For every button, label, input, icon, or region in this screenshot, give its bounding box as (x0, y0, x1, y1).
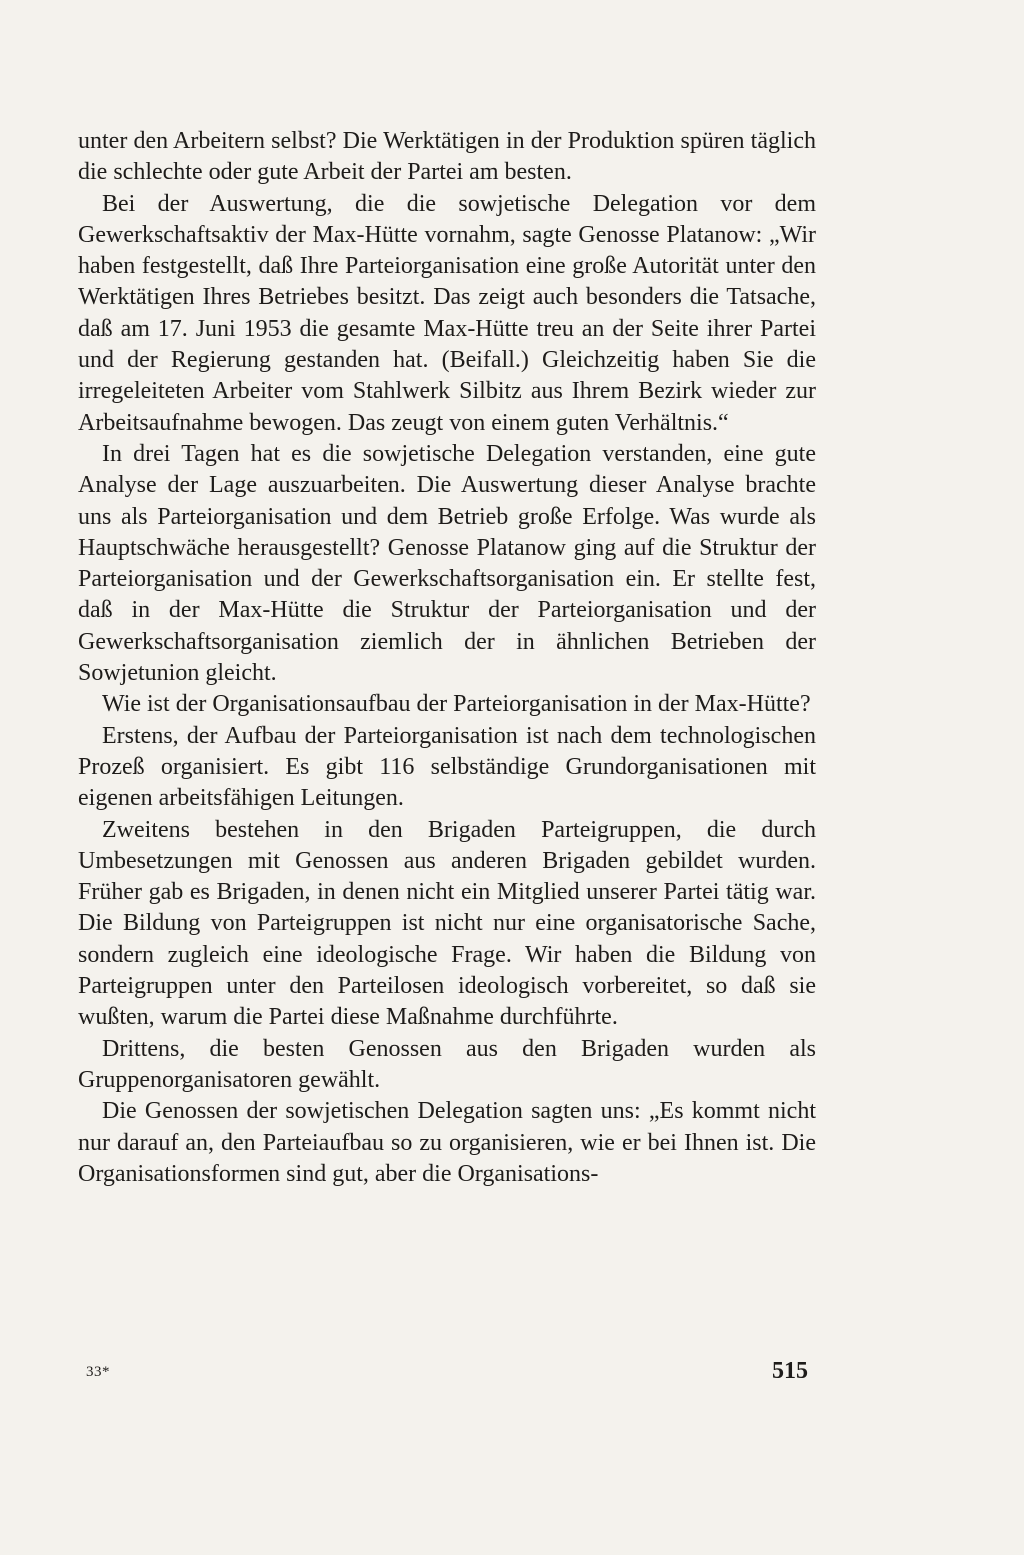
paragraph-drittens: Drittens, die besten Genossen aus den Brigaden wurden als Gruppenorganisatoren gewählt. (78, 1035, 816, 1093)
paragraph-continuation: unter den Arbeitern selbst? Die Werktätigen in der Produktion spüren täglich die schlechte oder gute Arbeit der Partei am besten. (78, 128, 816, 186)
page-number: 515 (772, 1358, 808, 1384)
paragraph-genossen-delegation: Die Genossen der sowjetischen Delegation sagten uns: „Es kommt nicht nur darauf an, den Parteiaufbau so zu organisieren, wie er bei Ihnen ist. Die Organisationsformen sind gut, aber die Organisations- (78, 1098, 816, 1187)
paragraph-zweitens: Zweitens bestehen in den Brigaden Parteigruppen, die durch Umbesetzungen mit Genossen aus anderen Brigaden gebildet wurden. Früher gab es Brigaden, in denen nicht ein Mitglied unserer Partei tätig war. Die Bildung von Parteigruppen ist nicht nur eine organisatorische Sache, sondern zugleich eine ideologische Frage. Wir haben die Bildung von Parteigruppen unter den Parteilosen ideologisch vorbereitet, so daß sie wußten, warum die Partei diese Maßnahme durchführte. (78, 816, 816, 1031)
paragraph-erstens: Erstens, der Aufbau der Parteiorganisation ist nach dem technologischen Prozeß organisiert. Es gibt 116 selbständige Grundorganisationen mit eigenen arbeitsfähigen Leitungen. (78, 722, 816, 812)
paragraph-auswertung: Bei der Auswertung, die die sowjetische Delegation vor dem Gewerkschaftsaktiv der Max-Hütte vornahm, sagte Genosse Platanow: „Wir haben festgestellt, daß Ihre Parteiorganisation eine große Autorität unter den Werktätigen Ihres Betriebes besitzt. Das zeigt auch besonders die Tatsache, daß am 17. Juni 1953 die gesamte Max-Hütte treu an der Seite ihrer Partei und der Regierung gestanden hat. (Beifall.) Gleichzeitig haben Sie die irregeleiteten Arbeiter vom Stahlwerk Silbitz aus Ihrem Bezirk wieder zur Arbeitsaufnahme bewogen. Das zeugt von einem guten Verhältnis.“ (78, 190, 816, 436)
paragraph-drei-tagen: In drei Tagen hat es die sowjetische Delegation verstanden, eine gute Analyse der Lage auszuarbeiten. Die Auswertung dieser Analyse brachte uns als Parteiorganisation und dem Betrieb große Erfolge. Was wurde als Hauptschwäche herausgestellt? Genosse Platanow ging auf die Struktur der Parteiorganisation und der Gewerkschaftsorganisation ein. Er stellte fest, daß in der Max-Hütte die Struktur der Parteiorganisation und der Gewerkschaftsorganisation ziemlich der in ähnlichen Betrieben der Sowjetunion gleicht. (78, 440, 816, 687)
paragraph-frage-organisationsaufbau: Wie ist der Organisationsaufbau der Parteiorganisation in der Max-Hütte? (102, 691, 811, 718)
signature-mark: 33* (86, 1364, 110, 1380)
body-text (78, 126, 816, 1190)
page-footer (78, 1360, 816, 1390)
